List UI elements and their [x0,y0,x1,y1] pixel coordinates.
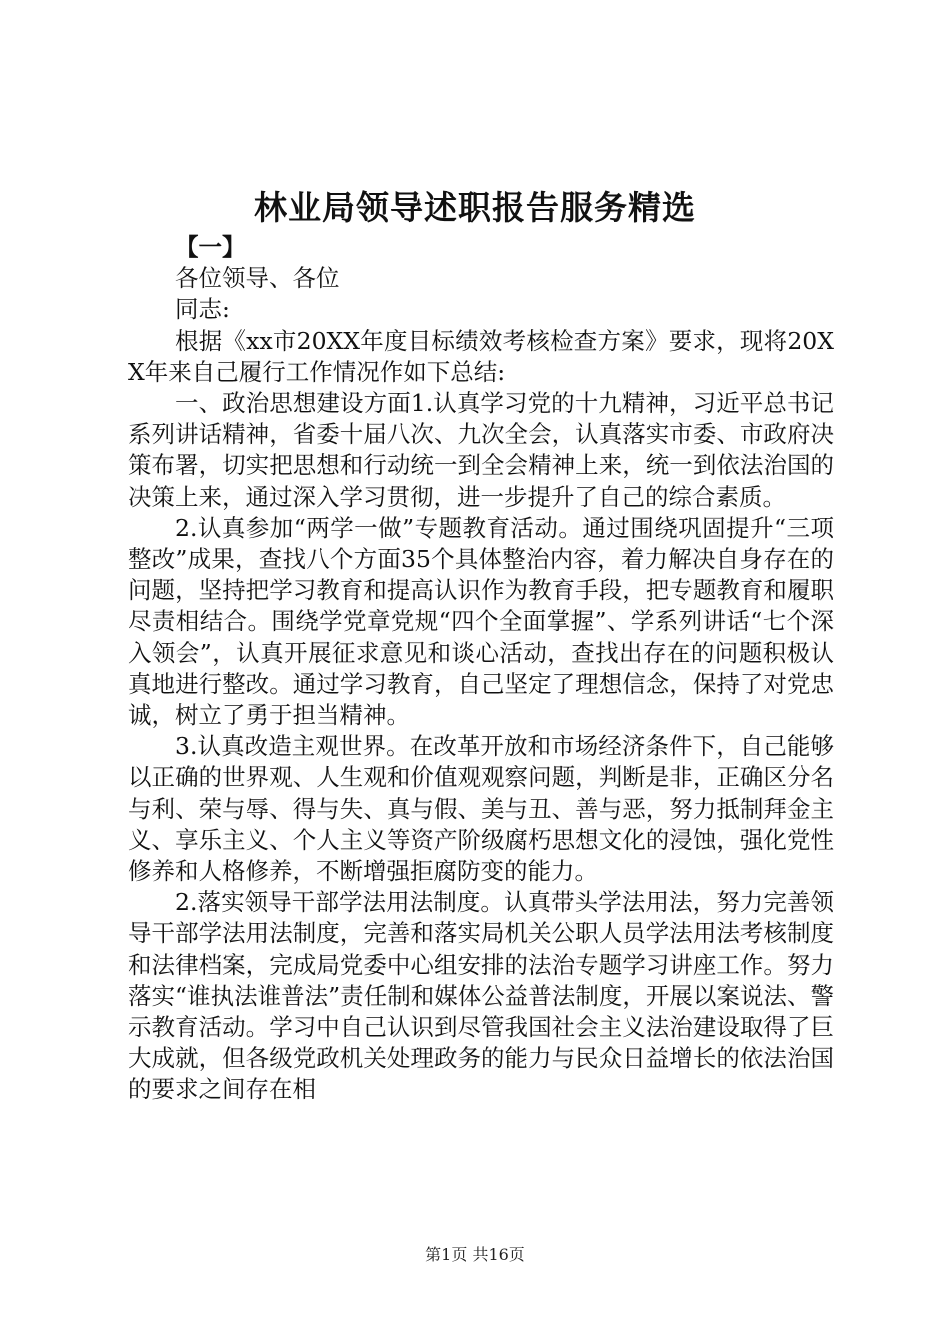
page-title: 林业局领导述职报告服务精选 [254,188,696,227]
section-marker: 【一】 [175,233,246,261]
paragraph-intro: 根据《xx市20XX年度目标绩效考核检查方案》要求，现将20XX年来自己履行工作情况作如下总结: [128,326,834,386]
paragraph-political-1: 一、政治思想建设方面1.认真学习党的十九精神，习近平总书记系列讲话精神，省委十届八次、九次全会，认真落实市委、市政府决策布署，切实把思想和行动统一到全会精神上来，统一到依法治国的决策上来，通过深入学习贯彻，进一步提升了自己的综合素质。 [128,389,834,511]
paragraph-law-2: 2.落实领导干部学法用法制度。认真带头学法用法，努力完善领导干部学法用法制度，完善和落实局机关公职人员学法用法考核制度和法律档案，完成局党委中心组安排的法治专题学习讲座工作。努力落实“谁执法谁普法”责任制和媒体公益普法制度，开展以案说法、警示教育活动。学习中自己认识到尽管我国社会主义法治建设取得了巨大成就，但各级党政机关处理政务的能力与民众日益增长的依法治国的要求之间存在相 [128,888,834,1104]
paragraph-salutation-2: 同志: [175,295,230,324]
page-footer: 第1页 共16页 [425,1245,525,1264]
paragraph-salutation: 各位领导、各位 [175,264,340,293]
paragraph-political-2: 2.认真参加“两学一做”专题教育活动。通过围绕巩固提升“三项整改”成果，查找八个方面35个具体整治内容，着力解决自身存在的问题，坚持把学习教育和提高认识作为教育手段，把专题教育和履职尽责相结合。围绕学党章党规“四个全面掌握”、学系列讲话“七个深入领会”，认真开展征求意见和谈心活动，查找出存在的问题积极认真地进行整改。通过学习教育，自己坚定了理想信念，保持了对党忠诚，树立了勇于担当精神。 [128,513,834,730]
paragraph-political-3: 3.认真改造主观世界。在改革开放和市场经济条件下，自己能够以正确的世界观、人生观和价值观观察问题，判断是非，正确区分名与利、荣与辱、得与失、真与假、美与丑、善与恶，努力抵制拜金主义、享乐主义、个人主义等资产阶级腐朽思想文化的浸蚀，强化党性修养和人格修养，不断增强拒腐防变的能力。 [128,732,834,886]
document-body [128,232,834,1106]
